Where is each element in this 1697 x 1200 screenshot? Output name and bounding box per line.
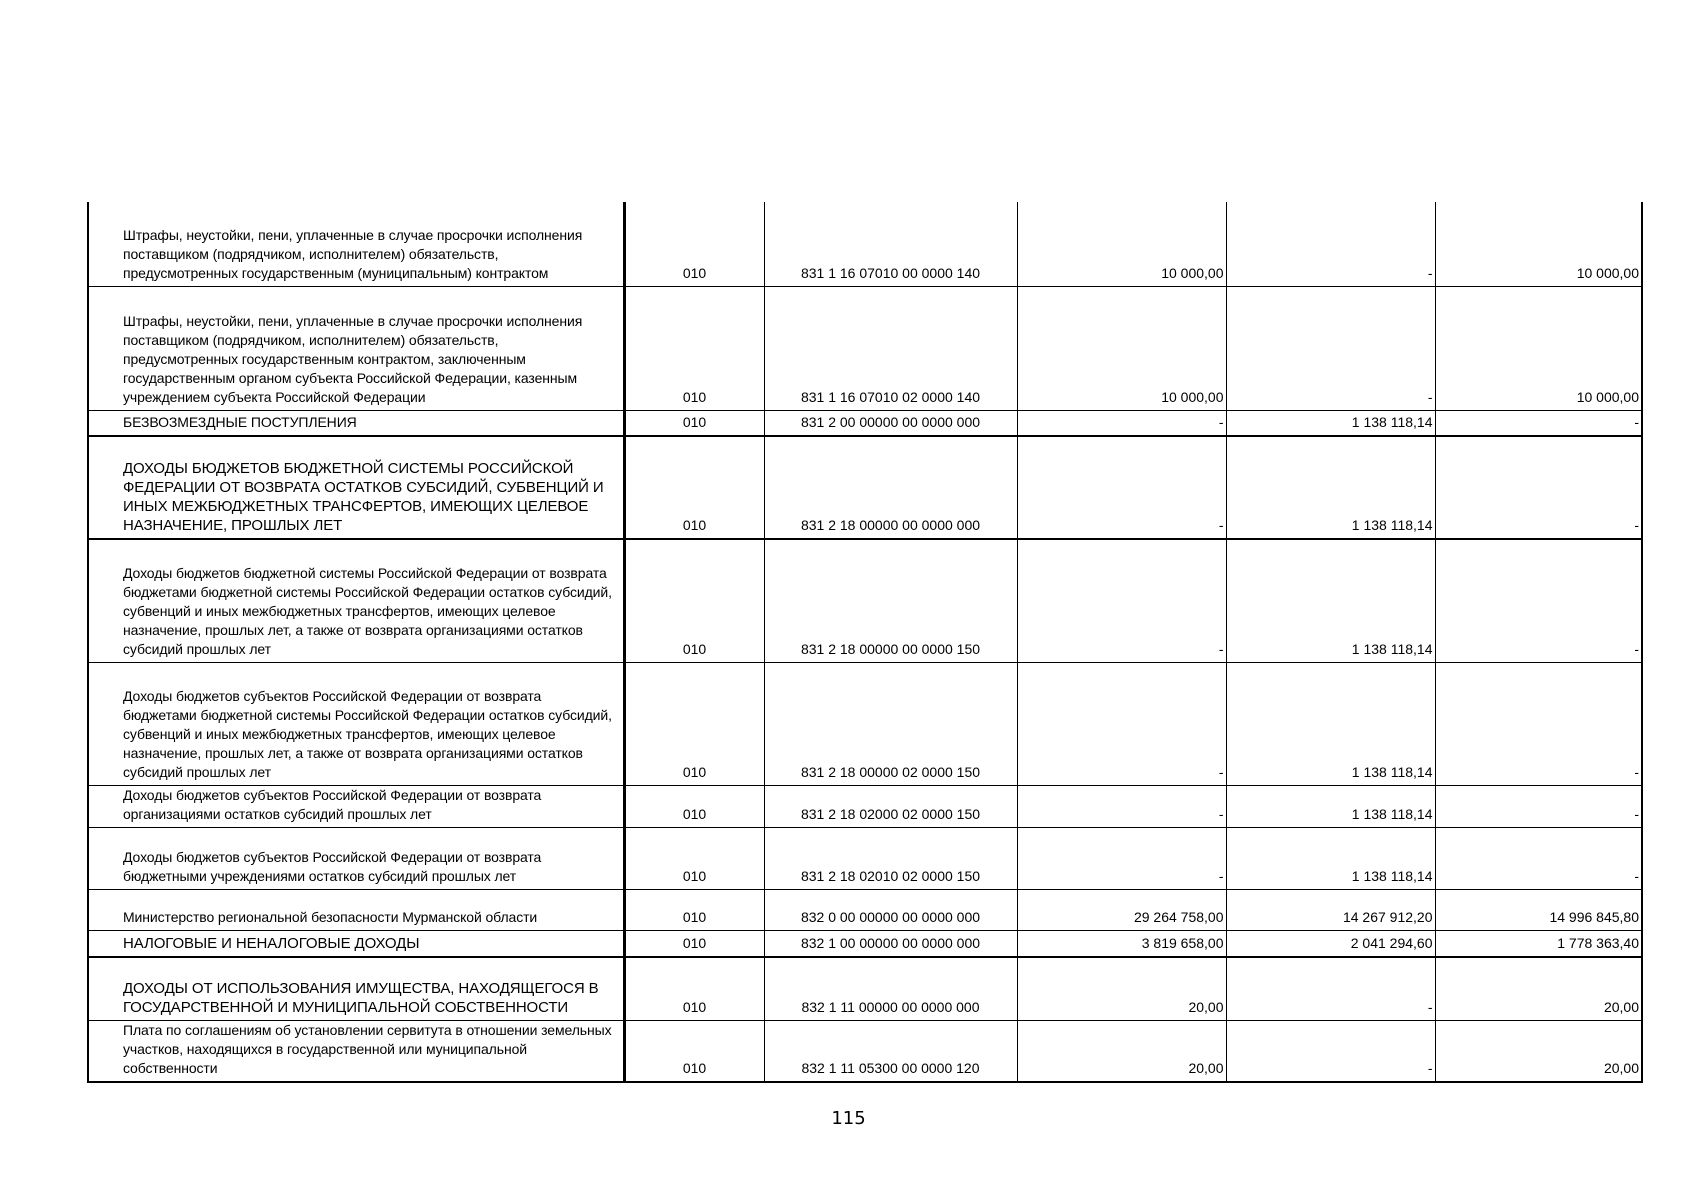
row-executed: 14 267 912,20 (1226, 889, 1435, 930)
budget-revenue-table (87, 202, 1643, 1083)
row-unexecuted: - (1435, 436, 1642, 539)
row-unexecuted: 10 000,00 (1435, 286, 1642, 410)
row-unexecuted: 1 778 363,40 (1435, 930, 1642, 957)
row-unexecuted: - (1435, 410, 1642, 436)
row-executed: - (1226, 957, 1435, 1020)
table-row (88, 785, 1642, 827)
row-executed: 1 138 118,14 (1226, 539, 1435, 662)
row-name: Доходы бюджетов субъектов Российской Федерации от возврата бюджетными учреждениями остатков субсидий прошлых лет (88, 827, 624, 889)
row-executed: 1 138 118,14 (1226, 827, 1435, 889)
row-unexecuted: 20,00 (1435, 1020, 1642, 1082)
row-name: Доходы бюджетов субъектов Российской Федерации от возврата бюджетами бюджетной системы Российской Федерации остатков субсидий, субвенций и иных межбюджетных трансфертов, имеющих целевое назначение, прошлых лет, а также от возврата организациями остатков субсидий прошлых лет (88, 662, 624, 785)
row-line-code: 010 (624, 785, 764, 827)
row-name: Доходы бюджетов субъектов Российской Федерации от возврата организациями остатков субсидий прошлых лет (88, 785, 624, 827)
row-approved: 29 264 758,00 (1017, 889, 1226, 930)
table-row (88, 827, 1642, 889)
row-unexecuted: 10 000,00 (1435, 202, 1642, 286)
row-budget-code: 832 1 11 05300 00 0000 120 (764, 1020, 1017, 1082)
row-approved: - (1017, 410, 1226, 436)
row-executed: 1 138 118,14 (1226, 785, 1435, 827)
row-name: Штрафы, неустойки, пени, уплаченные в случае просрочки исполнения поставщиком (подрядчиком, исполнителем) обязательств, предусмотренных государственным контрактом, заключенным государственным органом субъекта Российской Федерации, казенным учреждением субъекта Российской Федерации (88, 286, 624, 410)
table-row (88, 286, 1642, 410)
row-line-code: 010 (624, 930, 764, 957)
row-executed: - (1226, 286, 1435, 410)
row-line-code: 010 (624, 827, 764, 889)
row-approved: 10 000,00 (1017, 202, 1226, 286)
row-approved: - (1017, 827, 1226, 889)
row-approved: 20,00 (1017, 1020, 1226, 1082)
row-name: Плата по соглашениям об установлении сервитута в отношении земельных участков, находящихся в государственной или муниципальной собственности (88, 1020, 624, 1082)
row-executed: - (1226, 1020, 1435, 1082)
table-row (88, 930, 1642, 957)
row-line-code: 010 (624, 202, 764, 286)
row-name: ДОХОДЫ БЮДЖЕТОВ БЮДЖЕТНОЙ СИСТЕМЫ РОССИЙСКОЙ ФЕДЕРАЦИИ ОТ ВОЗВРАТА ОСТАТКОВ СУБСИДИЙ, СУБВЕНЦИЙ И ИНЫХ МЕЖБЮДЖЕТНЫХ ТРАНСФЕРТОВ, ИМЕЮЩИХ ЦЕЛЕВОЕ НАЗНАЧЕНИЕ, ПРОШЛЫХ ЛЕТ (88, 436, 624, 539)
table-row (88, 202, 1642, 286)
row-name: НАЛОГОВЫЕ И НЕНАЛОГОВЫЕ ДОХОДЫ (88, 930, 624, 957)
row-line-code: 010 (624, 889, 764, 930)
row-budget-code: 831 2 18 02010 02 0000 150 (764, 827, 1017, 889)
table-row (88, 957, 1642, 1020)
row-budget-code: 831 2 00 00000 00 0000 000 (764, 410, 1017, 436)
row-name: Доходы бюджетов бюджетной системы Российской Федерации от возврата бюджетами бюджетной системы Российской Федерации остатков субсидий, субвенций и иных межбюджетных трансфертов, имеющих целевое назначение, прошлых лет, а также от возврата организациями остатков субсидий прошлых лет (88, 539, 624, 662)
row-name: БЕЗВОЗМЕЗДНЫЕ ПОСТУПЛЕНИЯ (88, 410, 624, 436)
row-budget-code: 832 1 00 00000 00 0000 000 (764, 930, 1017, 957)
row-executed: - (1226, 202, 1435, 286)
row-unexecuted: 14 996 845,80 (1435, 889, 1642, 930)
row-executed: 1 138 118,14 (1226, 410, 1435, 436)
row-budget-code: 831 2 18 02000 02 0000 150 (764, 785, 1017, 827)
row-unexecuted: 20,00 (1435, 957, 1642, 1020)
row-approved: 10 000,00 (1017, 286, 1226, 410)
row-unexecuted: - (1435, 827, 1642, 889)
row-executed: 1 138 118,14 (1226, 662, 1435, 785)
row-line-code: 010 (624, 957, 764, 1020)
row-line-code: 010 (624, 286, 764, 410)
row-budget-code: 831 2 18 00000 02 0000 150 (764, 662, 1017, 785)
row-line-code: 010 (624, 410, 764, 436)
row-line-code: 010 (624, 436, 764, 539)
row-name: Министерство региональной безопасности Мурманской области (88, 889, 624, 930)
row-approved: 20,00 (1017, 957, 1226, 1020)
row-budget-code: 832 1 11 00000 00 0000 000 (764, 957, 1017, 1020)
row-approved: - (1017, 436, 1226, 539)
row-unexecuted: - (1435, 539, 1642, 662)
row-budget-code: 832 0 00 00000 00 0000 000 (764, 889, 1017, 930)
row-approved: - (1017, 539, 1226, 662)
table-row (88, 436, 1642, 539)
row-name: Штрафы, неустойки, пени, уплаченные в случае просрочки исполнения поставщиком (подрядчиком, исполнителем) обязательств, предусмотренных государственным (муниципальным) контрактом (88, 202, 624, 286)
row-line-code: 010 (624, 1020, 764, 1082)
table-row (88, 889, 1642, 930)
row-approved: - (1017, 662, 1226, 785)
row-approved: - (1017, 785, 1226, 827)
row-budget-code: 831 1 16 07010 02 0000 140 (764, 286, 1017, 410)
row-line-code: 010 (624, 662, 764, 785)
row-budget-code: 831 2 18 00000 00 0000 150 (764, 539, 1017, 662)
row-line-code: 010 (624, 539, 764, 662)
row-budget-code: 831 1 16 07010 00 0000 140 (764, 202, 1017, 286)
row-executed: 1 138 118,14 (1226, 436, 1435, 539)
page-number: 115 (831, 1108, 866, 1129)
table-row (88, 539, 1642, 662)
row-executed: 2 041 294,60 (1226, 930, 1435, 957)
row-name: ДОХОДЫ ОТ ИСПОЛЬЗОВАНИЯ ИМУЩЕСТВА, НАХОДЯЩЕГОСЯ В ГОСУДАРСТВЕННОЙ И МУНИЦИПАЛЬНОЙ СОБСТВЕННОСТИ (88, 957, 624, 1020)
table-row (88, 410, 1642, 436)
row-unexecuted: - (1435, 662, 1642, 785)
table-row (88, 662, 1642, 785)
row-budget-code: 831 2 18 00000 00 0000 000 (764, 436, 1017, 539)
row-unexecuted: - (1435, 785, 1642, 827)
row-approved: 3 819 658,00 (1017, 930, 1226, 957)
table-row (88, 1020, 1642, 1082)
